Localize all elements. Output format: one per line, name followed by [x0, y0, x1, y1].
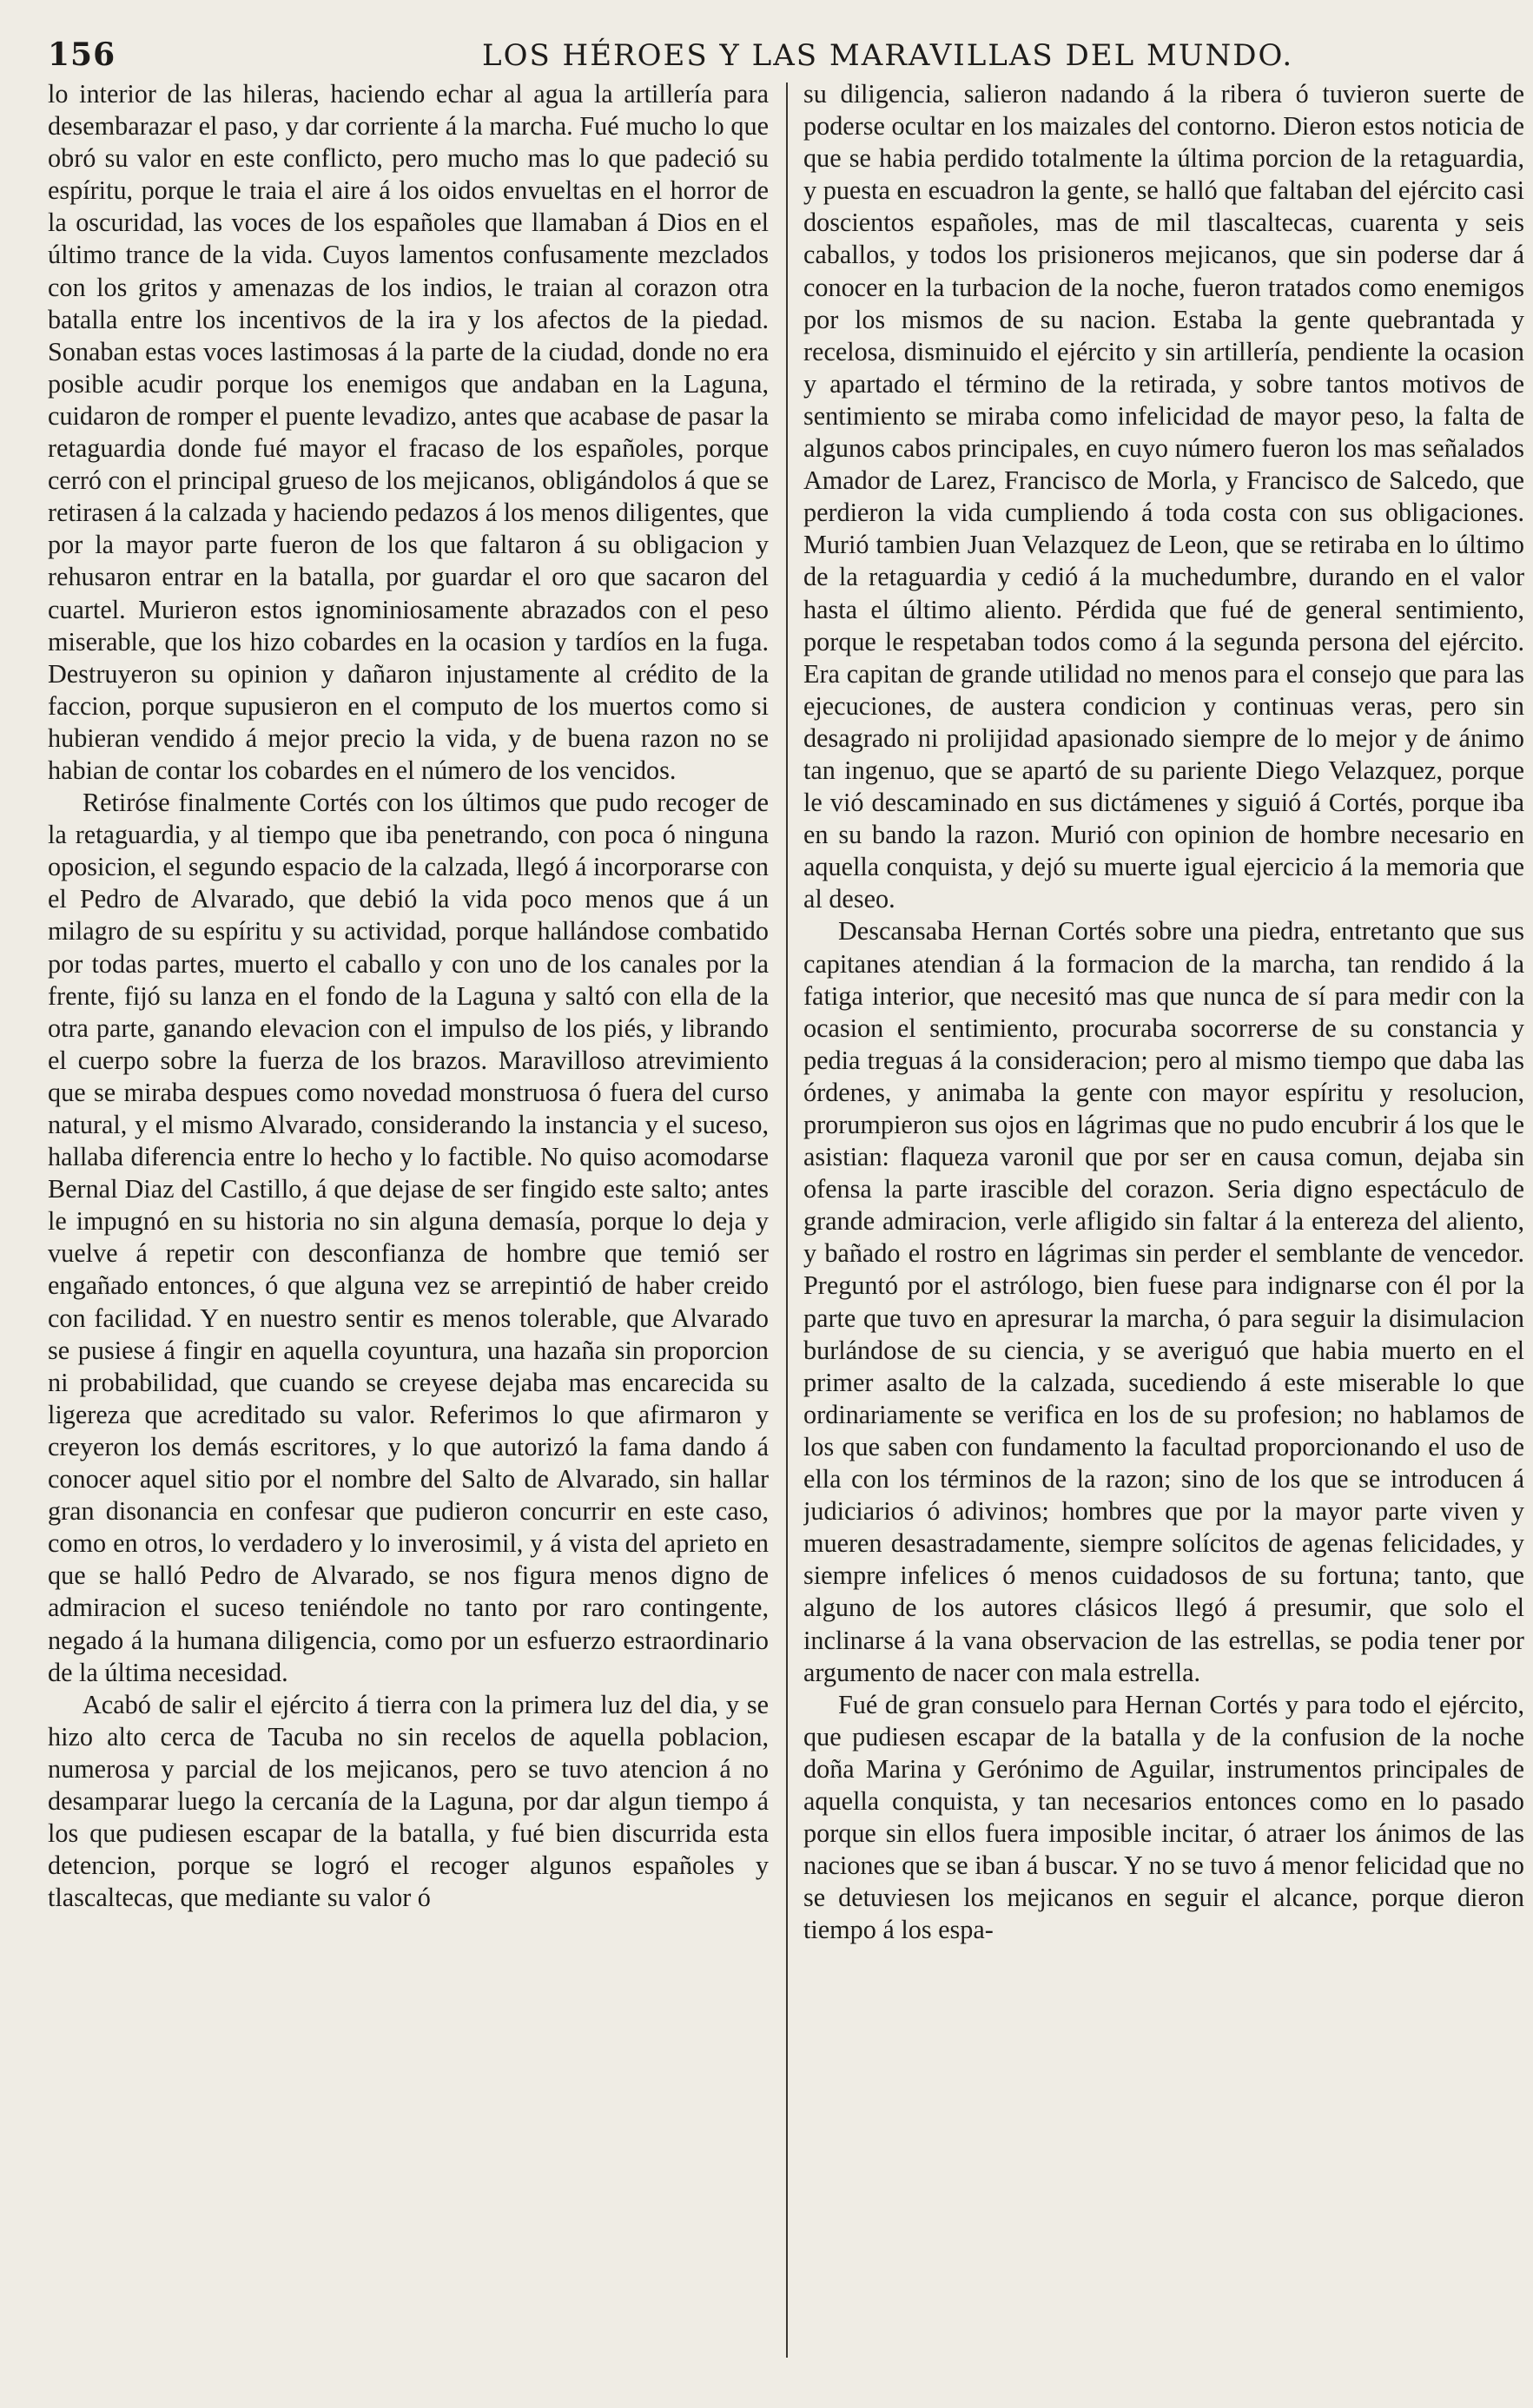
book-page	[48, 35, 1524, 2379]
running-title: LOS HÉROES Y LAS MARAVILLAS DEL MUNDO.	[482, 38, 1294, 73]
paragraph: su diligencia, salieron nadando á la ribera ó tuvieron suerte de poderse ocultar en los maizales del contorno. Dieron estos noticia de que se habia perdido totalmente la última porcion de la retaguardia, y puesta en escuadron la gente, se halló que faltaban del ejército casi doscientos españoles, mas de mil tlascaltecas, cuarenta y seis caballos, y todos los prisioneros mejicanos, que sin poderse dar á conocer en la turbacion de la noche, fueron tratados como enemigos por los mismos de su nacion. Estaba la gente quebrantada y recelosa, disminuido el ejército y sin artillería, pendiente la ocasion y apartado el término de la retirada, y sobre tantos motivos de sentimiento se miraba como infelicidad de mayor peso, la falta de algunos cabos principales, en cuyo número fueron los mas señalados Amador de Larez, Francisco de Morla, y Francisco de Salcedo, que perdieron la vida cumpliendo á toda costa con sus obligaciones. Murió tambien Juan Velazquez de Leon, que se retiraba en lo último de la retaguardia y cedió á la muchedumbre, durando en el valor hasta el último aliento. Pérdida que fué de general sentimiento, porque le respetaban todos como á la segunda persona del ejército. Era capitan de grande utilidad no menos para el consejo que para las ejecuciones, de austera condicion y continuas veras, pero sin desagrado ni prolijidad apasionado siempre de lo mejor y de ánimo tan ingenuo, que se apartó de su pariente Diego Velazquez, porque le vió descaminado en sus dictámenes y siguió á Cortés, porque iba en su bando la razon. Murió con opinion de hombre necesario en aquella conquista, y dejó su muerte igual ejercicio á la memoria que al deseo.	[803, 79, 1524, 914]
paragraph: Retiróse finalmente Cortés con los últimos que pudo recoger de la retaguardia, y al tiempo que iba penetrando, con poca ó ninguna oposicion, el segundo espacio de la calzada, llegó á incorporarse con el Pedro de Alvarado, que debió la vida poco menos que á un milagro de su espíritu y su actividad, porque hallándose combatido por todas partes, muerto el caballo y con uno de los canales por la frente, fijó su lanza en el fondo de la Laguna y saltó con ella de la otra parte, ganando elevacion con el impulso de los piés, y librando el cuerpo sobre la fuerza de los brazos. Maravilloso atrevimiento que se miraba despues como novedad monstruosa ó fuera del curso natural, y el mismo Alvarado, considerando la instancia y el suceso, hallaba diferencia entre lo hecho y lo factible. No quiso acomodarse Bernal Diaz del Castillo, á que dejase de ser fingido este salto; antes le impugnó en su historia no sin alguna demasía, porque lo deja y vuelve á repetir con desconfianza de hombre que temió ser engañado entonces, ó que alguna vez se arrepintió de haber creido con facilidad. Y en nuestro sentir es menos tolerable, que Alvarado se pusiese á fingir en aquella coyuntura, una hazaña sin proporcion ni probabilidad, que cuando se creyese dejaba mas encarecida su ligereza que acreditado su valor. Referimos lo que afirmaron y creyeron los demás escritores, y lo que autorizó la fama dando á conocer aquel sitio por el nombre del Salto de Alvarado, sin hallar gran disonancia en confesar que pudieron concurrir en este caso, como en otros, lo verdadero y lo inverosimil, y á vista del aprieto en que se halló Pedro de Alvarado, se nos figura menos digno de admiracion el suceso teniéndole no tanto por raro contingente, negado á la humana diligencia, como por un esfuerzo estraordinario de la última necesidad.	[48, 788, 769, 1687]
paragraph: Fué de gran consuelo para Hernan Cortés y para todo el ejército, que pudiesen escapar de la batalla y de la confusion de la noche doña Marina y Gerónimo de Aguilar, instrumentos principales de aquella conquista, y tan necesarios entonces como en lo pasado porque sin ellos fuera imposible incitar, ó atraer los ánimos de las naciones que se iban á buscar. Y no se tuvo á menor felicidad que no se detuviesen los mejicanos en seguir el alcance, porque dieron tiempo á los espa-	[803, 1689, 1524, 1945]
paragraph: lo interior de las hileras, haciendo echar al agua la artillería para desembarazar el paso, y dar corriente á la marcha. Fué mucho lo que obró su valor en este conflicto, pero mucho mas lo que padeció su espíritu, porque le traia el aire á los oidos envueltas en el horror de la oscuridad, las voces de los españoles que llamaban á Dios en el último trance de la vida. Cuyos lamentos confusamente mezclados con los gritos y amenazas de los indios, le traian al corazon otra batalla entre los incentivos de la ira y los afectos de la piedad. Sonaban estas voces lastimosas á la parte de la ciudad, donde no era posible acudir porque los enemigos que andaban en la Laguna, cuidaron de romper el puente levadizo, antes que acabase de pasar la retaguardia donde fué mayor el fracaso de los españoles, porque cerró con el principal grueso de los mejicanos, obligándolos á que se retirasen á la calzada y haciendo pedazos á los menos diligentes, que por la mayor parte fueron de los que faltaron á su obligacion y rehusaron entrar en la batalla, por guardar el oro que sacaron del cuartel. Murieron estos ignominiosamente abrazados con el peso miserable, que los hizo cobardes en la ocasion y tardíos en la fuga. Destruyeron su opinion y dañaron injustamente al crédito de la faccion, porque supusieron en el computo de los muertos como si hubieran vendido á mejor precio la vida, y de buena razon no se habian de contar los cobardes en el número de los vencidos.	[48, 79, 769, 785]
paragraph: Acabó de salir el ejército á tierra con la primera luz del dia, y se hizo alto cerca de Tacuba no sin recelos de aquella poblacion, numerosa y parcial de los mejicanos, pero se tuvo atencion á no desamparar luego la cercanía de la Laguna, por dar algun tiempo á los que pudiesen escapar de la batalla, y fué bien discurrida esta detencion, porque se logró el recoger algunos españoles y tlascaltecas, que mediante su valor ó	[48, 1689, 769, 1913]
right-column	[803, 78, 1524, 2371]
page-header	[48, 35, 1524, 78]
paragraph: Descansaba Hernan Cortés sobre una piedra, entretanto que sus capitanes atendian á la formacion de la marcha, tan rendido á la fatiga interior, que necesitó mas que nunca de sí para medir con la ocasion el sentimiento, procuraba socorrerse de su constancia y pedia treguas á la consideracion; pero al mismo tiempo que daba las órdenes, y animaba la gente con mayor espíritu y resolucion, prorumpieron sus ojos en lágrimas que no pudo encubrir á los que le asistian: flaqueza varonil que por ser en causa comun, dejaba sin ofensa la parte irascible del corazon. Seria digno espectáculo de grande admiracion, verle afligido sin faltar á la entereza del aliento, y bañado el rostro en lágrimas sin perder el semblante de vencedor. Preguntó por el astrólogo, bien fuese para indignarse con él por la parte que tuvo en apresurar la marcha, ó para seguir la disimulacion burlándose de su ciencia, y se averiguó que habia muerto en el primer asalto de la calzada, sucediendo á este miserable lo que ordinariamente se verifica en los de su profesion; no hablamos de los que saben con fundamento la facultad proporcionando el uso de ella con los términos de la razon; sino de los que se introducen á judiciarios ó adivinos; hombres que por la mayor parte viven y mueren desastradamente, siempre solícitos de agenas felicidades, y siempre infelices ó menos cuidadosos de su fortuna; tanto, que alguno de los autores clásicos llegó á presumir, que solo el inclinarse á la vana observacion de las estrellas, se podia tener por argumento de nacer con mala estrella.	[803, 916, 1524, 1687]
left-column	[48, 78, 769, 2371]
page-number: 156	[48, 36, 116, 73]
column-divider	[786, 82, 788, 2358]
